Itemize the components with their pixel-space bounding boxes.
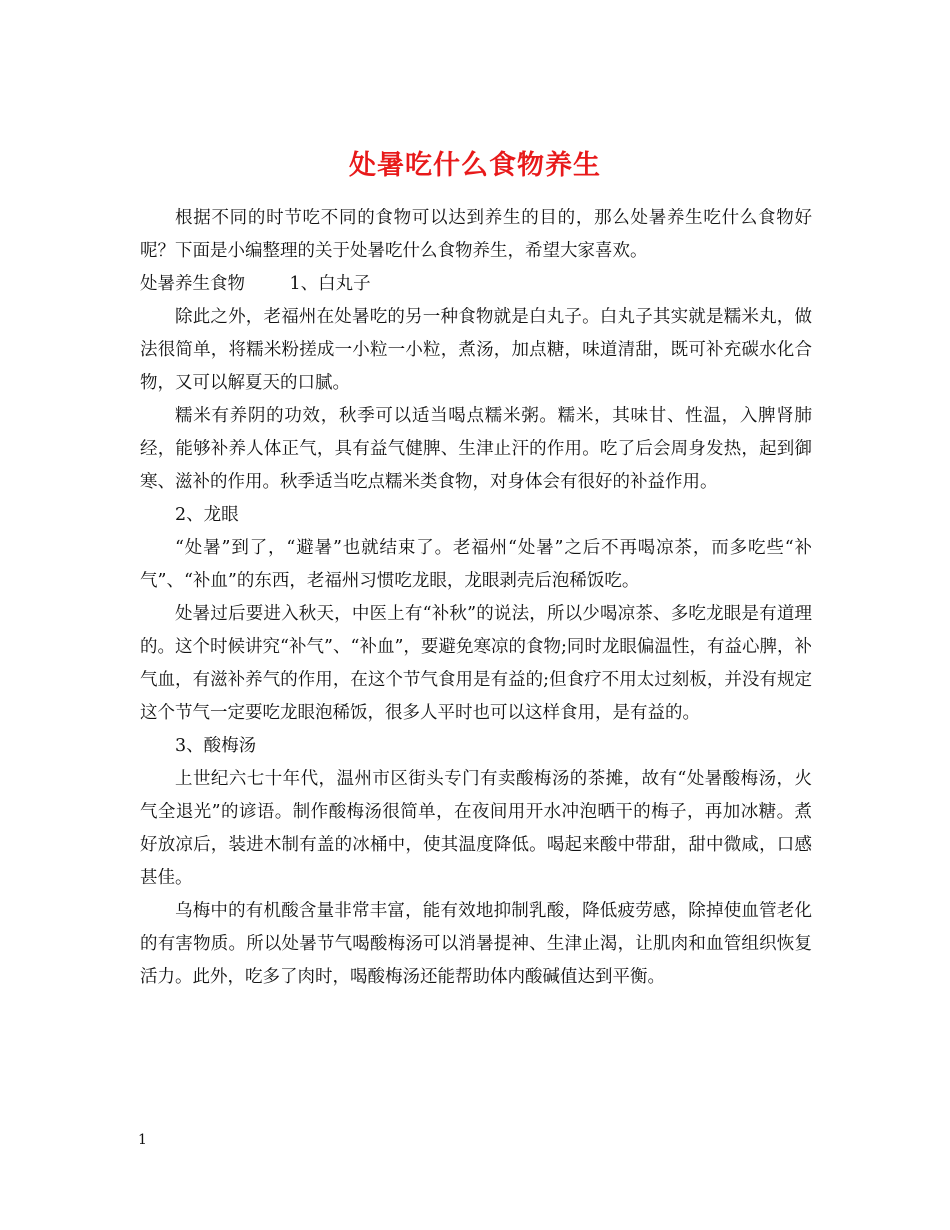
document-title: 处暑吃什么食物养生 [349,150,601,182]
paragraph-glutinous-rice: 糯米有养阴的功效，秋季可以适当喝点糯米粥。糯米，其味甘、性温，入脾肾肺经，能够补养人体正气，具有益气健脾、生津止汗的作用。吃了后会周身发热，起到御寒、滋补的作用。秋季适当吃点糯米类食物，对身体会有很好的补益作用。 [140,406,812,492]
intro-paragraph: 根据不同的时节吃不同的食物可以达到养生的目的，那么处暑养生吃什么食物好呢？下面是小编整理的关于处暑吃什么食物养生，希望大家喜欢。 [140,208,812,261]
subheading-longan: 2、龙眼 [175,505,239,525]
paragraph-bai-wanzi: 除此之外，老福州在处暑吃的另一种食物就是白丸子。白丸子其实就是糯米丸，做法很简单，将糯米粉搓成一小粒一小粒，煮汤，加点糖，味道清甜，既可补充碳水化合物，又可以解夏天的口腻。 [140,307,812,393]
section-heading-row [140,268,812,301]
document-body [140,202,812,994]
paragraph-sour-plum-benefits: 乌梅中的有机酸含量非常丰富，能有效地抑制乳酸，降低疲劳感，除掉使血管老化的有害物质。所以处暑节气喝酸梅汤可以消暑提神、生津止渴，让肌肉和血管组织恢复活力。此外，吃多了肉时，喝酸梅汤还能帮助体内酸碱值达到平衡。 [140,901,812,987]
subheading-bai-wanzi: 1、白丸子 [289,274,371,294]
section-label: 处暑养生食物 [140,274,245,294]
page-number: 1 [138,1132,147,1148]
paragraph-sour-plum-history: 上世纪六七十年代，温州市区街头专门有卖酸梅汤的茶摊，故有“处暑酸梅汤，火气全退光”的谚语。制作酸梅汤很简单，在夜间用开水冲泡晒干的梅子，再加冰糖。煮好放凉后，装进木制有盖的冰桶中，使其温度降低。喝起来酸中带甜，甜中微咸，口感甚佳。 [140,769,812,888]
paragraph-longan-benefits: 处暑过后要进入秋天，中医上有“补秋”的说法，所以少喝凉茶、多吃龙眼是有道理的。这个时候讲究“补气”、“补血”，要避免寒凉的食物;同时龙眼偏温性，有益心脾，补气血，有滋补养气的作用，在这个节气食用是有益的;但食疗不用太过刻板，并没有规定这个节气一定要吃龙眼泡稀饭，很多人平时也可以这样食用，是有益的。 [140,604,812,723]
paragraph-longan-custom: “处暑”到了，“避暑”也就结束了。老福州“处暑”之后不再喝凉茶，而多吃些“补气”、“补血”的东西，老福州习惯吃龙眼，龙眼剥壳后泡稀饭吃。 [140,538,812,591]
subheading-sour-plum-soup: 3、酸梅汤 [175,736,257,756]
